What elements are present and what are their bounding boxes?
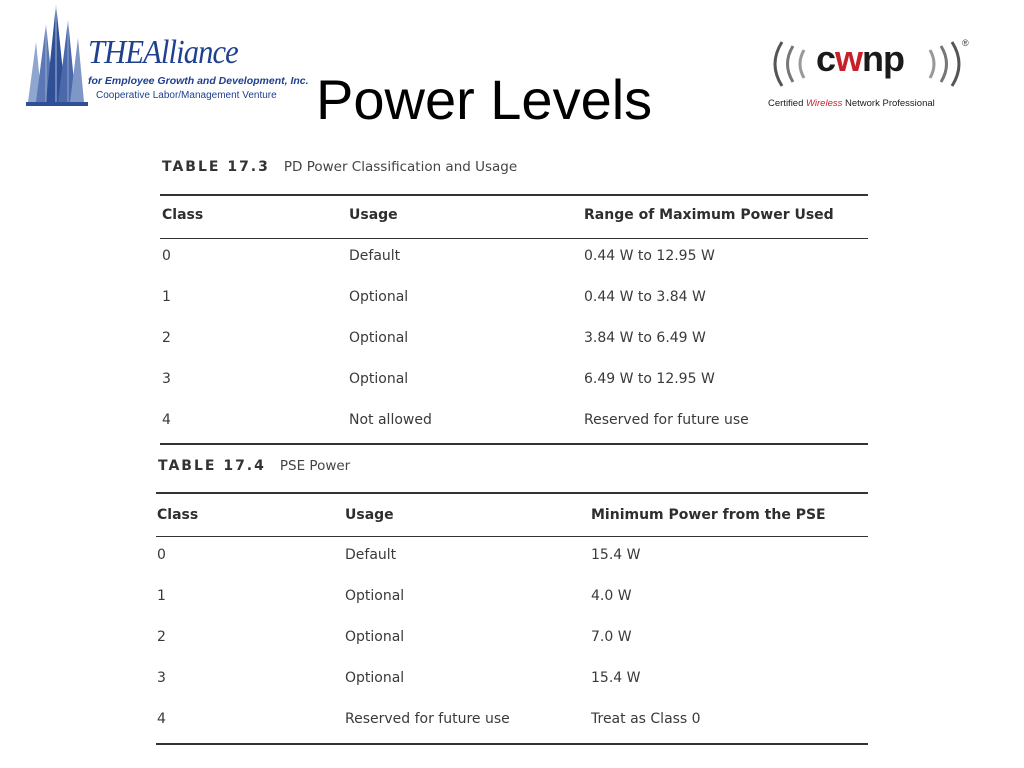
table-cell: 15.4 W bbox=[591, 547, 641, 563]
table-cell: 1 bbox=[157, 588, 166, 604]
table-cell: Optional bbox=[345, 588, 405, 604]
table-cell: Optional bbox=[345, 629, 405, 645]
table-number: TABLE 17.3 bbox=[162, 159, 270, 175]
table-cell: Optional bbox=[349, 330, 409, 346]
alliance-wordmark: THEAlliance bbox=[88, 34, 238, 71]
column-header-usage: Usage bbox=[345, 507, 394, 523]
column-header-class: Class bbox=[157, 507, 199, 523]
table-cell: Default bbox=[349, 248, 401, 264]
table-cell: Optional bbox=[345, 670, 405, 686]
table-cell: Optional bbox=[349, 371, 409, 387]
table-17-4-caption bbox=[158, 457, 350, 474]
table-cell: 2 bbox=[157, 629, 166, 645]
table-bottom-rule bbox=[160, 443, 868, 445]
table-cell: 0.44 W to 12.95 W bbox=[584, 248, 715, 264]
cwnp-tagline: Certified Wireless Network Professional bbox=[768, 98, 935, 109]
table-cell: 15.4 W bbox=[591, 670, 641, 686]
table-cell: Not allowed bbox=[349, 412, 432, 428]
table-cell: Optional bbox=[349, 289, 409, 305]
alliance-logo bbox=[22, 2, 309, 114]
table-cell: 3 bbox=[157, 670, 166, 686]
slide-title: Power Levels bbox=[316, 68, 653, 131]
table-top-rule bbox=[160, 194, 868, 196]
table-cell: Default bbox=[345, 547, 397, 563]
table-cell: 7.0 W bbox=[591, 629, 632, 645]
column-header-class: Class bbox=[162, 207, 204, 223]
header-rule bbox=[160, 238, 868, 239]
alliance-tagline: Cooperative Labor/Management Venture bbox=[96, 90, 277, 101]
header-rule bbox=[156, 536, 868, 537]
table-cell: 6.49 W to 12.95 W bbox=[584, 371, 715, 387]
table-number: TABLE 17.4 bbox=[158, 458, 266, 474]
cwnp-logo bbox=[766, 36, 976, 116]
table-cell: 2 bbox=[162, 330, 171, 346]
alliance-subtitle: for Employee Growth and Development, Inc. bbox=[88, 75, 309, 87]
table-cell: 0 bbox=[157, 547, 166, 563]
table-cell: 1 bbox=[162, 289, 171, 305]
table-cell: Reserved for future use bbox=[584, 412, 749, 428]
cwnp-wordmark: cwnp bbox=[816, 38, 905, 79]
table-caption-text: PD Power Classification and Usage bbox=[283, 159, 518, 175]
table-cell: 0.44 W to 3.84 W bbox=[584, 289, 706, 305]
column-header-usage: Usage bbox=[349, 207, 398, 223]
registered-mark: ® bbox=[962, 38, 969, 48]
column-header-power: Range of Maximum Power Used bbox=[584, 207, 834, 223]
table-cell: 3 bbox=[162, 371, 171, 387]
table-bottom-rule bbox=[156, 743, 868, 745]
table-cell: 0 bbox=[162, 248, 171, 264]
table-cell: 4 bbox=[162, 412, 171, 428]
table-top-rule bbox=[156, 492, 868, 494]
table-cell: 3.84 W to 6.49 W bbox=[584, 330, 706, 346]
table-17-3-caption bbox=[162, 158, 517, 175]
column-header-power: Minimum Power from the PSE bbox=[591, 507, 826, 523]
table-caption-text: PSE Power bbox=[279, 458, 351, 474]
crystal-towers-icon bbox=[22, 2, 92, 112]
table-cell: Reserved for future use bbox=[345, 711, 510, 727]
table-cell: 4.0 W bbox=[591, 588, 632, 604]
table-cell: Treat as Class 0 bbox=[591, 711, 701, 727]
table-cell: 4 bbox=[157, 711, 166, 727]
